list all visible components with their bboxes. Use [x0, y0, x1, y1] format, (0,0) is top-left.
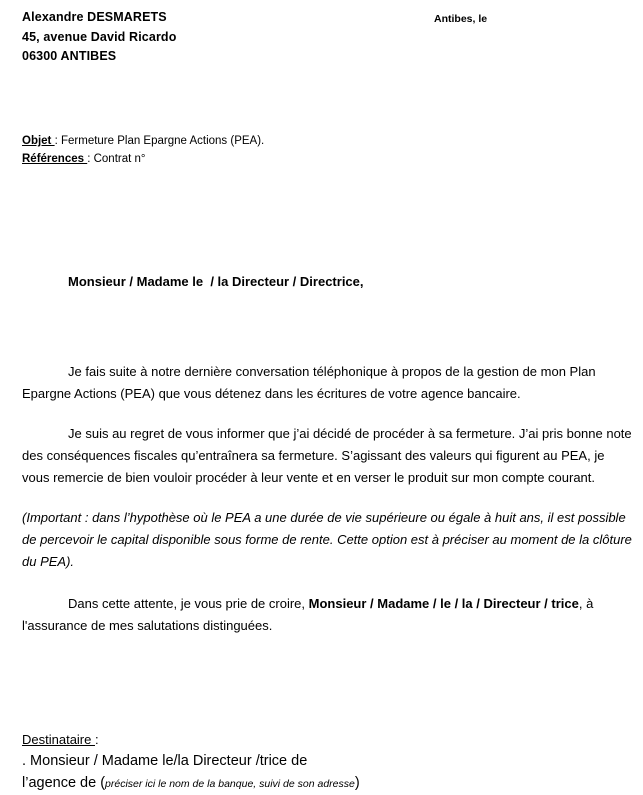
- objet-line: [22, 132, 264, 150]
- body-paragraph-1: Je fais suite à notre dernière conversation téléphonique à propos de la gestion de mon Plan Epargne Actions (PEA) que vous détenez dans les écritures de votre agence bancaire.: [22, 364, 596, 401]
- objet-separator: :: [54, 135, 61, 147]
- sender-city: 06300 ANTIBES: [22, 49, 117, 63]
- sender-name: Alexandre DESMARETS: [22, 10, 167, 24]
- objet-text: Fermeture Plan Epargne Actions (PEA).: [60, 135, 265, 147]
- references-line: [22, 150, 264, 168]
- body-paragraph-2: Je suis au regret de vous informer que j’ai décidé de procéder à sa fermeture. J’ai pris bonne note des conséquences fiscales qu’entraînera sa fermeture. S’agissant des valeurs qui figurent au PEA, je vous remercie de bien vouloir procéder à leur vente et en verser le produit sur mon compte courant.: [22, 426, 632, 485]
- recipient-agency-suffix: ): [354, 775, 360, 791]
- references-text: Contrat n°: [93, 153, 146, 165]
- recipient-line-1: . Monsieur / Madame le/la Directeur /trice de: [22, 753, 308, 769]
- sender-street: 45, avenue David Ricardo: [22, 29, 177, 44]
- letter-body: [22, 361, 632, 655]
- recipient-line-2: [22, 772, 360, 795]
- recipient-agency-prefix: l’agence de (: [22, 775, 106, 791]
- date-line: Antibes, le: [434, 13, 488, 25]
- recipient-heading: [22, 729, 360, 750]
- closing-text-start: Dans cette attente, je vous prie de croire,: [68, 596, 309, 611]
- recipient-block: [22, 729, 360, 795]
- body-paragraph-important: (Important : dans l’hypothèse où le PEA a une durée de vie supérieure ou égale à huit ans, il est possible de percevoir le capital disponible sous forme de rente. Cette option est à préciser au moment de la clôture du PEA).: [22, 510, 632, 569]
- closing-text-bold: Monsieur / Madame / le / la / Directeur / trice: [308, 596, 579, 611]
- references-label: Références: [22, 153, 88, 165]
- references-separator: :: [87, 153, 94, 165]
- closing-text-end: , à l'assurance de mes salutations distinguées.: [22, 596, 594, 633]
- recipient-label-separator: :: [94, 732, 99, 747]
- objet-label: Objet: [22, 135, 55, 147]
- subject-block: [22, 132, 264, 168]
- body-paragraph-closing: [22, 593, 632, 637]
- recipient-agency-hint: préciser ici le nom de la banque, suivi de son adresse: [105, 778, 355, 790]
- recipient-label: Destinataire: [22, 732, 95, 747]
- salutation-line: Monsieur / Madame le / la Directeur / Directrice,: [68, 274, 364, 289]
- sender-address-block: [22, 8, 176, 67]
